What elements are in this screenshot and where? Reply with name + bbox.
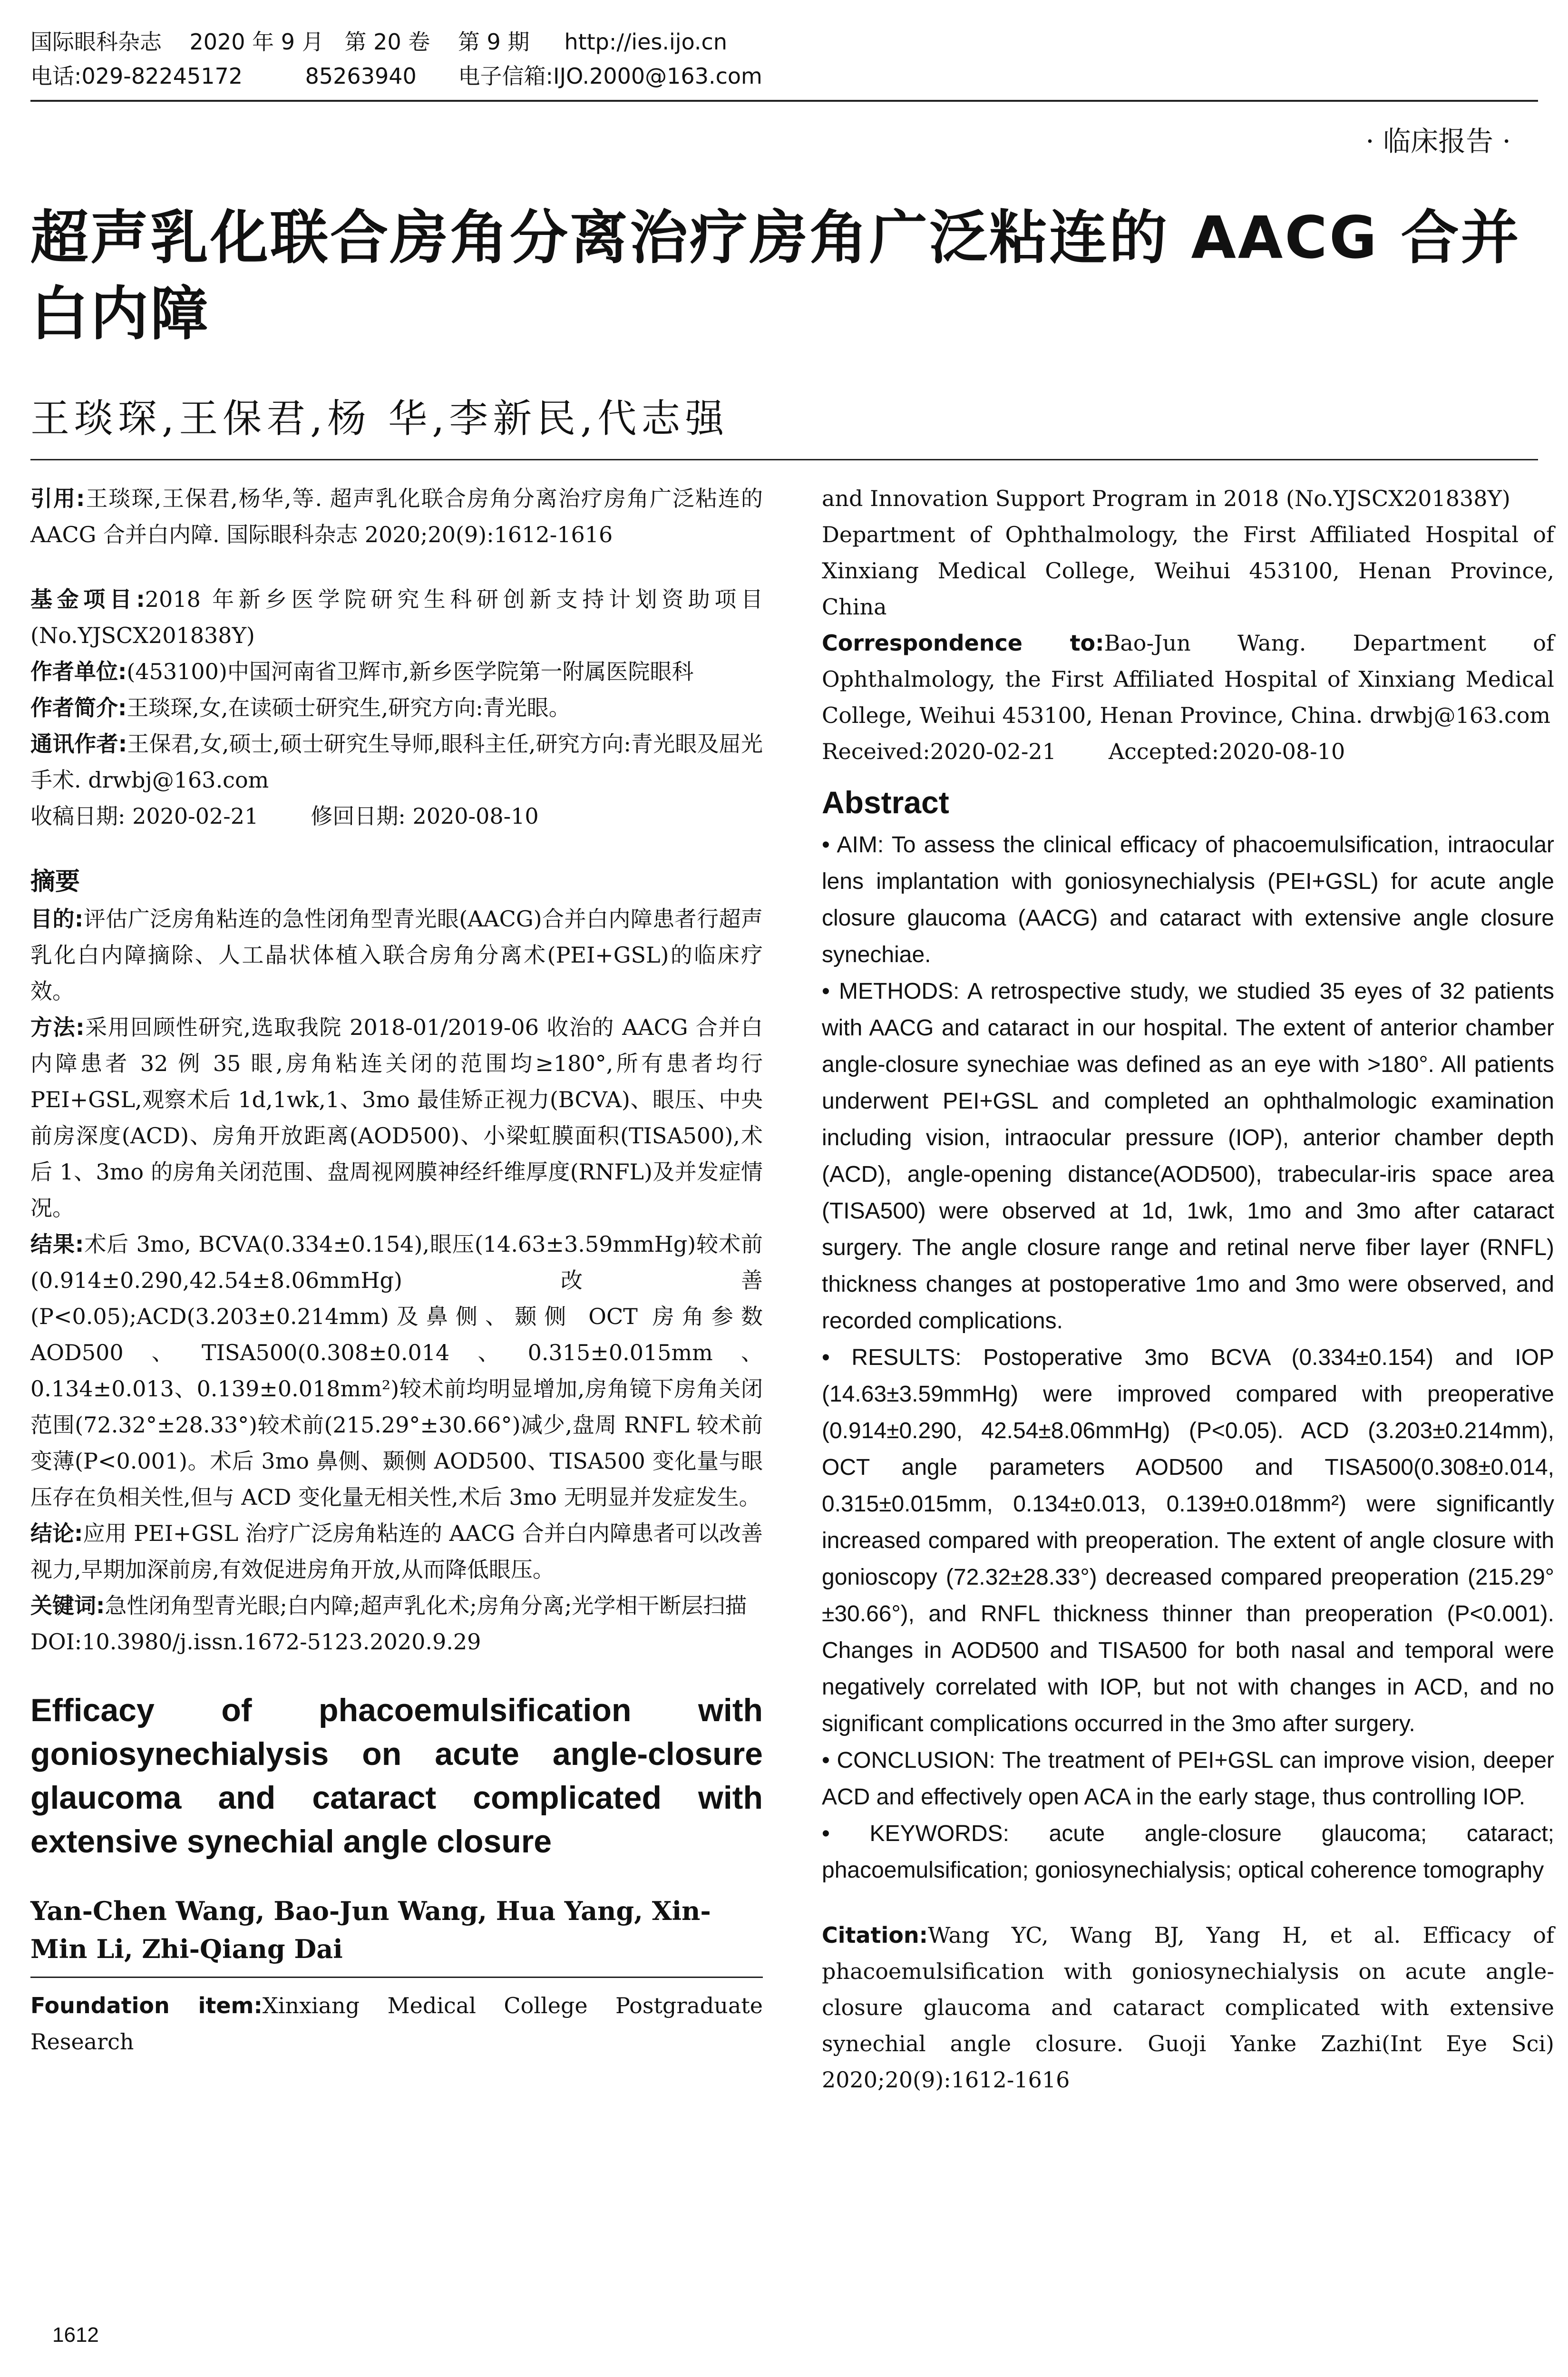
author-bio: 作者简介:王琰琛,女,在读硕士研究生,研究方向:青光眼。 [30, 695, 571, 721]
abstract-result-cn: 结果:术后 3mo, BCVA(0.334±0.154),眼压(14.63±3.59mmHg)较术前(0.914±0.290,42.54±8.06mmHg)改善(P<0.05);ACD(3.203±0.214mm)及鼻侧、颞侧 OCT 房角参数 AOD500、TISA500(0.308±0.014、0.315±0.015mm、0.134±0.013、0.139±0.018mm²)较术前均明显增加,房角镜下房角关闭范围(72.32°±28.33°)较术前(215.29°±30.66°)减少,盘周 RNFL 较术前变薄(P<0.001)。术后 3mo 鼻侧、颞侧 AOD500、TISA500 变化量与眼压存在负相关性,但与 ACD 变化量无相关性,术后 3mo 无明显并发症发生。 [30, 1231, 763, 1510]
affiliation-en: Department of Ophthalmology, the First Affiliated Hospital of Xinxiang Medical College, Weihui 453100, Henan Province, China [822, 522, 1554, 620]
journal-info-line: 国际眼科杂志 2020 年 9 月 第 20 卷 第 9 期 http://ies.ijo.cn [30, 29, 727, 55]
journal-header [30, 25, 1538, 93]
abstract-heading-cn: 摘要 [30, 867, 80, 896]
foundation-item-continued: and Innovation Support Program in 2018 (No.YJSCX201838Y) [822, 486, 1510, 511]
citation-cn: 引用:王琰琛,王保君,杨华,等. 超声乳化联合房角分离治疗房角广泛粘连的 AACG 合并白内障. 国际眼科杂志 2020;20(9):1612-1616 [30, 486, 763, 547]
corresponding-author: 通讯作者:王保君,女,硕士,硕士研究生导师,眼科主任,研究方向:青光眼及屈光手术. drwbj@163.com [30, 731, 763, 793]
journal-contact-line: 电话:029-82245172 85263940 电子信箱:IJO.2000@163.com [30, 63, 762, 89]
abstract-conclusion-en: • CONCLUSION: The treatment of PEI+GSL can improve vision, deeper ACD and effectively open ACA in the early stage, thus controlling IOP. [822, 1748, 1554, 1810]
page-number: 1612 [52, 2323, 99, 2347]
correspondence-en: Correspondence to:Bao-Jun Wang. Department of Ophthalmology, the First Affiliated Hospital of Xinxiang Medical College, Weihui 453100, Henan Province, China. drwbj@163.com [822, 630, 1554, 728]
article-title-en: Efficacy of phacoemulsification with goniosynechialysis on acute angle-closure glaucoma and cataract complicated with extensive synechial angle closure [30, 1692, 763, 1860]
author-unit: 作者单位:(453100)中国河南省卫辉市,新乡医学院第一附属医院眼科 [30, 659, 694, 684]
section-label: · 临床报告 · [1365, 125, 1511, 157]
header-rule [30, 100, 1538, 102]
left-column [30, 480, 763, 2060]
abstract-conclusion-cn: 结论:应用 PEI+GSL 治疗广泛房角粘连的 AACG 合并白内障患者可以改善视力,早期加深前房,有效促进房角开放,从而降低眼压。 [30, 1520, 763, 1582]
doi: DOI:10.3980/j.issn.1672-5123.2020.9.29 [30, 1629, 481, 1655]
authors-rule [30, 1977, 763, 1978]
keywords-cn: 关键词:急性闭角型青光眼;白内障;超声乳化术;房角分离;光学相干断层扫描 [30, 1593, 747, 1618]
abstract-heading-en: Abstract [822, 785, 949, 820]
right-column [822, 480, 1554, 2098]
dates-en: Received:2020-02-21 Accepted:2020-08-10 [822, 739, 1345, 764]
title-rule [30, 459, 1538, 460]
keywords-en: • KEYWORDS: acute angle-closure glaucoma; cataract; phacoemulsification; goniosynechialysis; optical coherence tomography [822, 1821, 1554, 1883]
article-title-cn: 超声乳化联合房角分离治疗房角广泛粘连的 AACG 合并白内障 [30, 204, 1521, 348]
authors-cn: 王琰琛,王保君,杨 华,李新民,代志强 [30, 396, 729, 441]
authors-en: Yan-Chen Wang, Bao-Jun Wang, Hua Yang, Xin-Min Li, Zhi-Qiang Dai [30, 1896, 711, 1964]
abstract-results-en: • RESULTS: Postoperative 3mo BCVA (0.334±0.154) and IOP (14.63±3.59mmHg) were improved compared with preoperative (0.914±0.290, 42.54±8.06mmHg) (P<0.05). ACD (3.203±0.214mm), OCT angle parameters AOD500 and TISA500(0.308±0.014, 0.315±0.015mm, 0.134±0.013, 0.139±0.018mm²) were significantly increased compared with preoperation. The extent of angle closure with gonioscopy (72.32±28.33°) decreased compared preoperation (215.29°±30.66°), and RNFL thickness thinner than preoperation (P<0.001). Changes in AOD500 and TISA500 for both nasal and temporal were negatively correlated with IOP, but not with changes in ACD, and no significant complications occurred in the 3mo after surgery. [822, 1345, 1554, 1736]
abstract-aim-cn: 目的:评估广泛房角粘连的急性闭角型青光眼(AACG)合并白内障患者行超声乳化白内障摘除、人工晶状体植入联合房角分离术(PEI+GSL)的临床疗效。 [30, 906, 763, 1004]
citation-en: Citation:Wang YC, Wang BJ, Yang H, et al. Efficacy of phacoemulsification with goniosynechialysis on acute angle-closure glaucoma and cataract complicated with extensive synechial angle closure. Guoji Yanke Zazhi(Int Eye Sci) 2020;20(9):1612-1616 [822, 1922, 1554, 2093]
abstract-aim-en: • AIM: To assess the clinical efficacy of phacoemulsification, intraocular lens implantation with goniosynechialysis (PEI+GSL) for acute angle closure glaucoma (AACG) and cataract with extensive angle closure synechiae. [822, 832, 1554, 967]
abstract-methods-en: • METHODS: A retrospective study, we studied 35 eyes of 32 patients with AACG and cataract in our hospital. The extent of anterior chamber angle-closure synechiae was defined as an eye with >180°. All patients underwent PEI+GSL and completed an ophthalmologic examination including vision, intraocular pressure (IOP), anterior chamber depth (ACD), angle-opening distance(AOD500), trabecular-iris space area (TISA500) were observed at 1d, 1wk, 1mo and 3mo after cataract surgery. The angle closure range and retinal nerve fiber layer (RNFL) thickness changes at postoperative 1mo and 3mo were observed, and recorded complications. [822, 979, 1554, 1334]
foundation-item: Foundation item:Xinxiang Medical College Postgraduate Research [30, 1993, 763, 2055]
fund-item: 基金项目:2018 年新乡医学院研究生科研创新支持计划资助项目(No.YJSCX201838Y) [30, 586, 763, 648]
abstract-method-cn: 方法:采用回顾性研究,选取我院 2018-01/2019-06 收治的 AACG 合并白内障患者 32 例 35 眼,房角粘连关闭的范围均≥180°,所有患者均行 PEI+GSL,观察术后 1d,1wk,1、3mo 最佳矫正视力(BCVA)、眼压、中央前房深度(ACD)、房角开放距离(AOD500)、小梁虹膜面积(TISA500),术后 1、3mo 的房角关闭范围、盘周视网膜神经纤维厚度(RNFL)及并发症情况。 [30, 1014, 763, 1221]
dates-cn: 收稿日期: 2020-02-21 修回日期: 2020-08-10 [30, 803, 539, 829]
